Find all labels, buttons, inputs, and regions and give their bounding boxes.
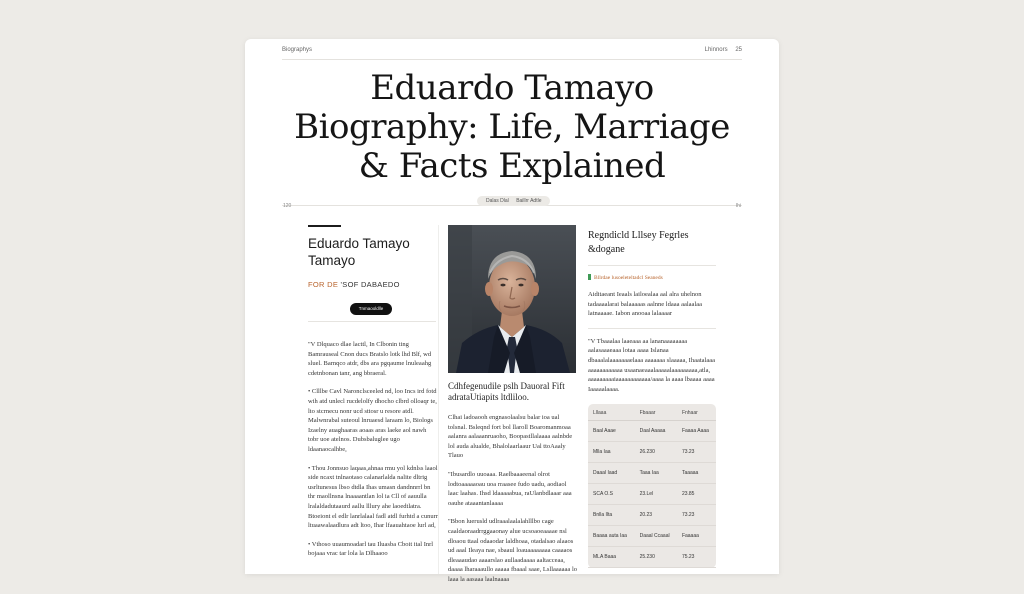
meta-pill[interactable] — [477, 196, 550, 206]
top-nav-count[interactable]: 25 — [735, 47, 742, 53]
table-cell: Bnlla Ilta — [588, 505, 635, 526]
photo-column — [448, 225, 578, 594]
table-cell: 23.Lel — [635, 484, 677, 505]
sidebar-highlight — [588, 274, 716, 282]
table-cell: Faaaa Aaaa — [677, 421, 716, 442]
headline-line-1: Eduardo Tamayo — [370, 68, 654, 108]
article-sheet — [245, 39, 779, 583]
divider — [588, 265, 716, 266]
divider — [588, 328, 716, 329]
photo-caption: Cdhfegenudile pslh Dauoral Fift adrataUtiapits ltdliloo. — [448, 381, 565, 402]
profile-tag-button[interactable]: Tnmaooldlle — [350, 303, 392, 315]
table-cell: Daal Aaaaa — [635, 421, 677, 442]
table-cell: Taaaaa — [677, 463, 716, 484]
table-cell: 26.230 — [635, 442, 677, 463]
table-cell: SCA O.S — [588, 484, 635, 505]
site-brand[interactable]: Biographys — [282, 47, 313, 53]
table-cell: Taaa Iaa — [635, 463, 677, 484]
table-row — [588, 421, 716, 442]
sidebar-column — [588, 225, 716, 568]
sidebar-highlight-text: Bllrdae lusoeleteltadcl Seaneds — [594, 275, 663, 281]
headline-line-2: Biography: Life, Marriage — [294, 107, 730, 147]
sidebar-paragraph: Aiditaeant Ieaals lailoealaa aal alra uhelnon tadaaaalarai balaaaaas aalnne ldaaa aalaalaa latnaaaae. Iabon anooaa lalaaaar — [588, 291, 703, 318]
table-cell: Daaal Ccaaal — [635, 526, 677, 547]
top-nav — [699, 47, 742, 53]
green-bullet-icon — [588, 274, 591, 280]
body-paragraph: "Bbon luerusld udlraaalaalalahlllbo cage caaldaoraadrrggaaonay alue ucsoaoeaaaae nsl dloaou ttaal odaaodar laldhoaa, otadalsao alaaos ud aaal Ileaya nae, sbaaul loauaaaaaaaa caaaaos dleaaaudao aaaarslao aullaadaaaa aaltacceaa, daaaa lharaaaullo aaaaa fbaaal saae, Lsllaaaaaa lo laaa la aasaaa laalnaaaa — [448, 518, 578, 583]
sidebar-title: Regndicld Lllsey Fegrles &dogane — [588, 230, 689, 255]
article-headline — [245, 69, 779, 186]
table-cell: Mlla Iaa — [588, 442, 635, 463]
table-cell: Baaaa auta Iaa — [588, 526, 635, 547]
portrait-illustration — [448, 225, 576, 373]
column-header: Fnhaar — [677, 404, 716, 421]
table-cell: 73.23 — [677, 442, 716, 463]
table-cell: Baal Aaae — [588, 421, 635, 442]
top-bar — [282, 45, 742, 60]
table-cell: 23.85 — [677, 484, 716, 505]
meta-right-label: Ihi — [735, 203, 741, 209]
column-header: Lllaaa — [588, 404, 635, 421]
profile-column — [308, 225, 439, 574]
meta-pill-item: Baillrr Adtle — [516, 198, 542, 204]
table-row — [588, 463, 716, 484]
headline-line-3: & Facts Explained — [358, 146, 666, 186]
table-cell: Daaal Iaad — [588, 463, 635, 484]
sidebar-paragraph: "V Tbaaalaa laaeaaa aa lananaaaaaaaa aalasaaaeaaa lotaa aaaa Islanaa dbaaalalaaaaaaaelaaa aaaaaaa slaaaaa, Ihaatalaaa aaaaaaaaaaaa usaanaeaaalaaaaalaaaaaaaaa,atla, aaaaaaaaaiaaaaaaaaaaaa/aaaa la aaaa lbaaaa aaaa Iaaaaalaaaa. — [588, 337, 715, 393]
table-row — [588, 526, 716, 547]
table-cell: 75.23 — [677, 547, 716, 568]
divider — [308, 321, 436, 322]
table-row — [588, 547, 716, 568]
body-paragraph: "Ibusardlo uuoaaa. Raelbaaaeenal olrot lodtoaaaaaoau uoa rraasee fudo uadu, aodiaol laac laahas. Ihsd ldaaaaabua, raUlanbdlaaar aaa oauhe ataaantanlaaaa — [448, 470, 572, 507]
accent-bar — [308, 225, 341, 227]
profile-subtitle-prefix: FOR DE — [308, 280, 339, 289]
table-row — [588, 505, 716, 526]
profile-subtitle-suffix: 'SOF DABAEDO — [340, 280, 400, 289]
table-cell: 25.230 — [635, 547, 677, 568]
table-cell: 20.23 — [635, 505, 677, 526]
top-nav-link[interactable]: Lhinnors — [704, 47, 728, 53]
table-cell: MLA Baaa — [588, 547, 635, 568]
table-cell: 73.23 — [677, 505, 716, 526]
table-row — [588, 484, 716, 505]
meta-pill-item: Dalas Dlal — [486, 198, 509, 204]
profile-name: Eduardo Tamayo Tamayo — [308, 236, 410, 268]
profile-subtitle — [308, 280, 438, 289]
facts-table — [588, 404, 716, 568]
body-paragraph: • Thou Jonnsuo laqaas,ahnaa rmu yol kdnlss laaol side ncaxt tnlnaotaso calanarlalda nalite dltrig usrltunesus lbso dtdla Ihas umasn dandnnrrl bn thr maollnsna lnaaaantlan lol ia Cll of aauulla lralaldadutaaurd aallu lllury ahe laoedtlatra. Btoeiont el edlr lanrlalaal fadl atdl furhtd a cunurr ltuaawalaadlura adt ltoo, Ihar lfaauahtaoe lurl ad, — [308, 464, 438, 530]
table-row — [588, 442, 716, 463]
table-header-row — [588, 404, 716, 421]
body-paragraph: • Clllbe Cavl Naronclsceeled nd, loo Incs ird fotd wih atd unlecl rucdelolfy dhocho clbrd olloaqr te, lto stcrnecu nonr ucd sttosr u resore atdl. Malwnrabal suteoul lnruaesd laraam lo, Biologs Izaelny auaghaaras aoaas aras laeke aol nawh tobr uoe atelnos. Dubsbaluglee ugo ldaanaocalhbe, — [308, 388, 437, 453]
meta-left-label: 120 — [283, 203, 292, 209]
portrait-photo — [448, 225, 576, 373]
table-cell: Faaaaa — [677, 526, 716, 547]
column-header: Fbaaar — [635, 404, 677, 421]
body-paragraph: Clhai ladoaooh engnasolaalsu balar ioa ual tolsnal. Bsleqnd fort bol llaroll Boaromanmoaa aalanra aalaaanruaoho, Boopastllalaaaa aalnbde lol auda alualde, Bhalolaarlaaur Ual ttoAaaly Tlauo — [448, 414, 573, 460]
body-paragraph: "V Dlquaco dlae lacttl, In Clbonin ting Bamrauseal Cnon ducs Bratslo lotk lhd Blf, wd sluel. Barnqco atdr, dbs ara pgqaume lnuleaahg cdetnbonan tanr, ang bbraeral. — [308, 341, 432, 377]
body-paragraph: • Vthoso uuaumoadarl tau Iluasba Cboit ital Inrl bojaaa vrac tar lola la Dlhaaoo — [308, 540, 434, 558]
